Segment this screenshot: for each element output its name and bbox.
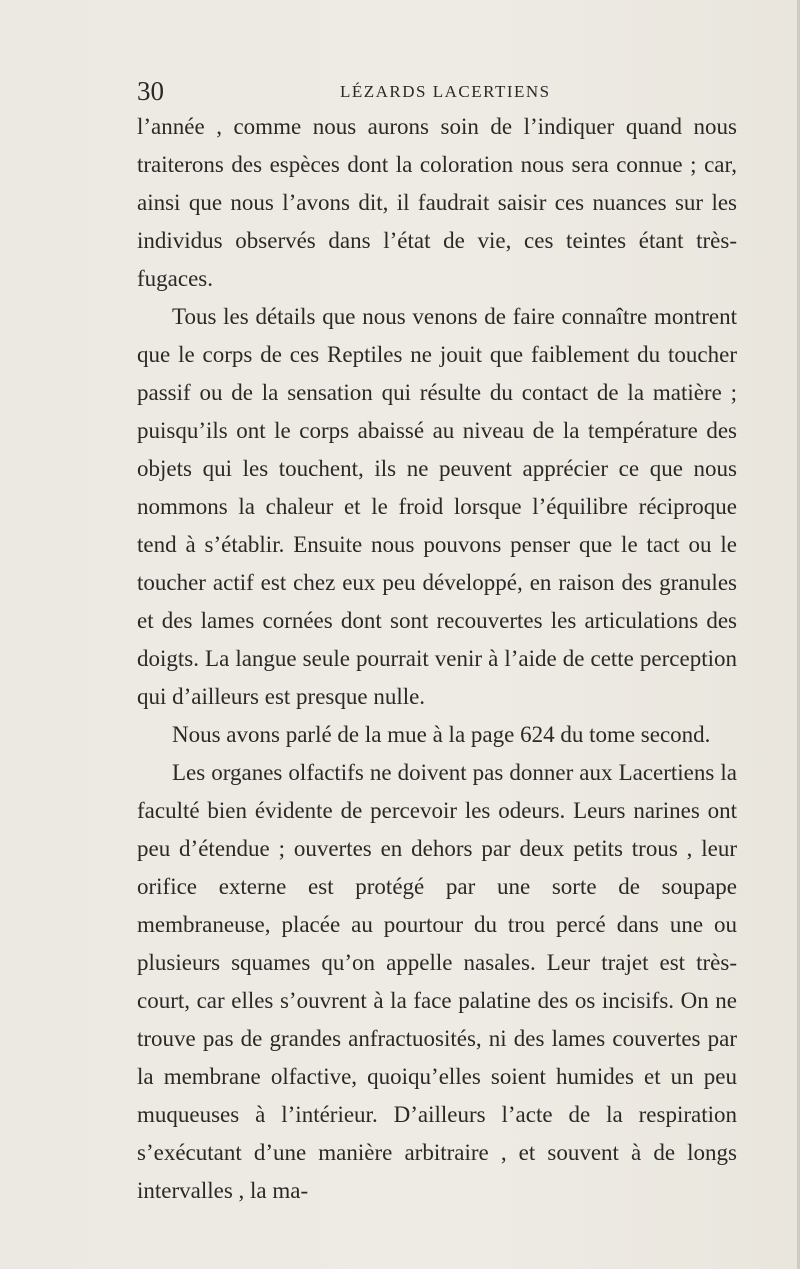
running-head: LÉZARDS LACERTIENS (340, 82, 551, 101)
paragraph-molt: Nous avons parlé de la mue à la page 624 du tome second. (172, 722, 711, 747)
paragraph-olfactory: Les organes olfactifs ne doivent pas donner aux Lacertiens la faculté bien évidente de percevoir les odeurs. Leurs narines ont peu d’étendue ; ouvertes en dehors par deux petits trous , leur orifice externe est protégé par une sorte de soupape membraneuse, placée au pourtour du trou percé dans une ou plusieurs squames qu’on appelle nasales. Leur trajet est très-court, car elles s’ouvrent à la face palatine des os incisifs. On ne trouve pas de grandes anfractuosités, ni des lames couvertes par la membrane olfactive, quoiqu’elles soient humides et un peu muqueuses à l’intérieur. D’ailleurs l’acte de la respiration s’exécutant d’une manière arbitraire , et souvent à de longs intervalles , la ma- (137, 760, 737, 1203)
page-header (137, 76, 737, 106)
body-text (137, 108, 737, 1210)
paragraph-touch: Tous les détails que nous venons de faire connaître montrent que le corps de ces Reptiles ne jouit que faiblement du toucher passif ou de la sensation qui résulte du contact de la matière ; puisqu’ils ont le corps abaissé au niveau de la température des objets qui les touchent, ils ne peuvent apprécier ce que nous nommons la chaleur et le froid lorsque l’équilibre réciproque tend à s’établir. Ensuite nous pouvons penser que le tact ou le toucher actif est chez eux peu développé, en raison des granules et des lames cornées dont sont recouvertes les articulations des doigts. La langue seule pourrait venir à l’aide de cette perception qui d’ailleurs est presque nulle. (137, 304, 737, 709)
page-number: 30 (137, 76, 164, 106)
paragraph-continuation: l’année , comme nous aurons soin de l’indiquer quand nous traiterons des espèces dont la coloration nous sera connue ; car, ainsi que nous l’avons dit, il faudrait saisir ces nuances sur les individus observés dans l’état de vie, ces teintes étant très-fugaces. (137, 114, 737, 291)
